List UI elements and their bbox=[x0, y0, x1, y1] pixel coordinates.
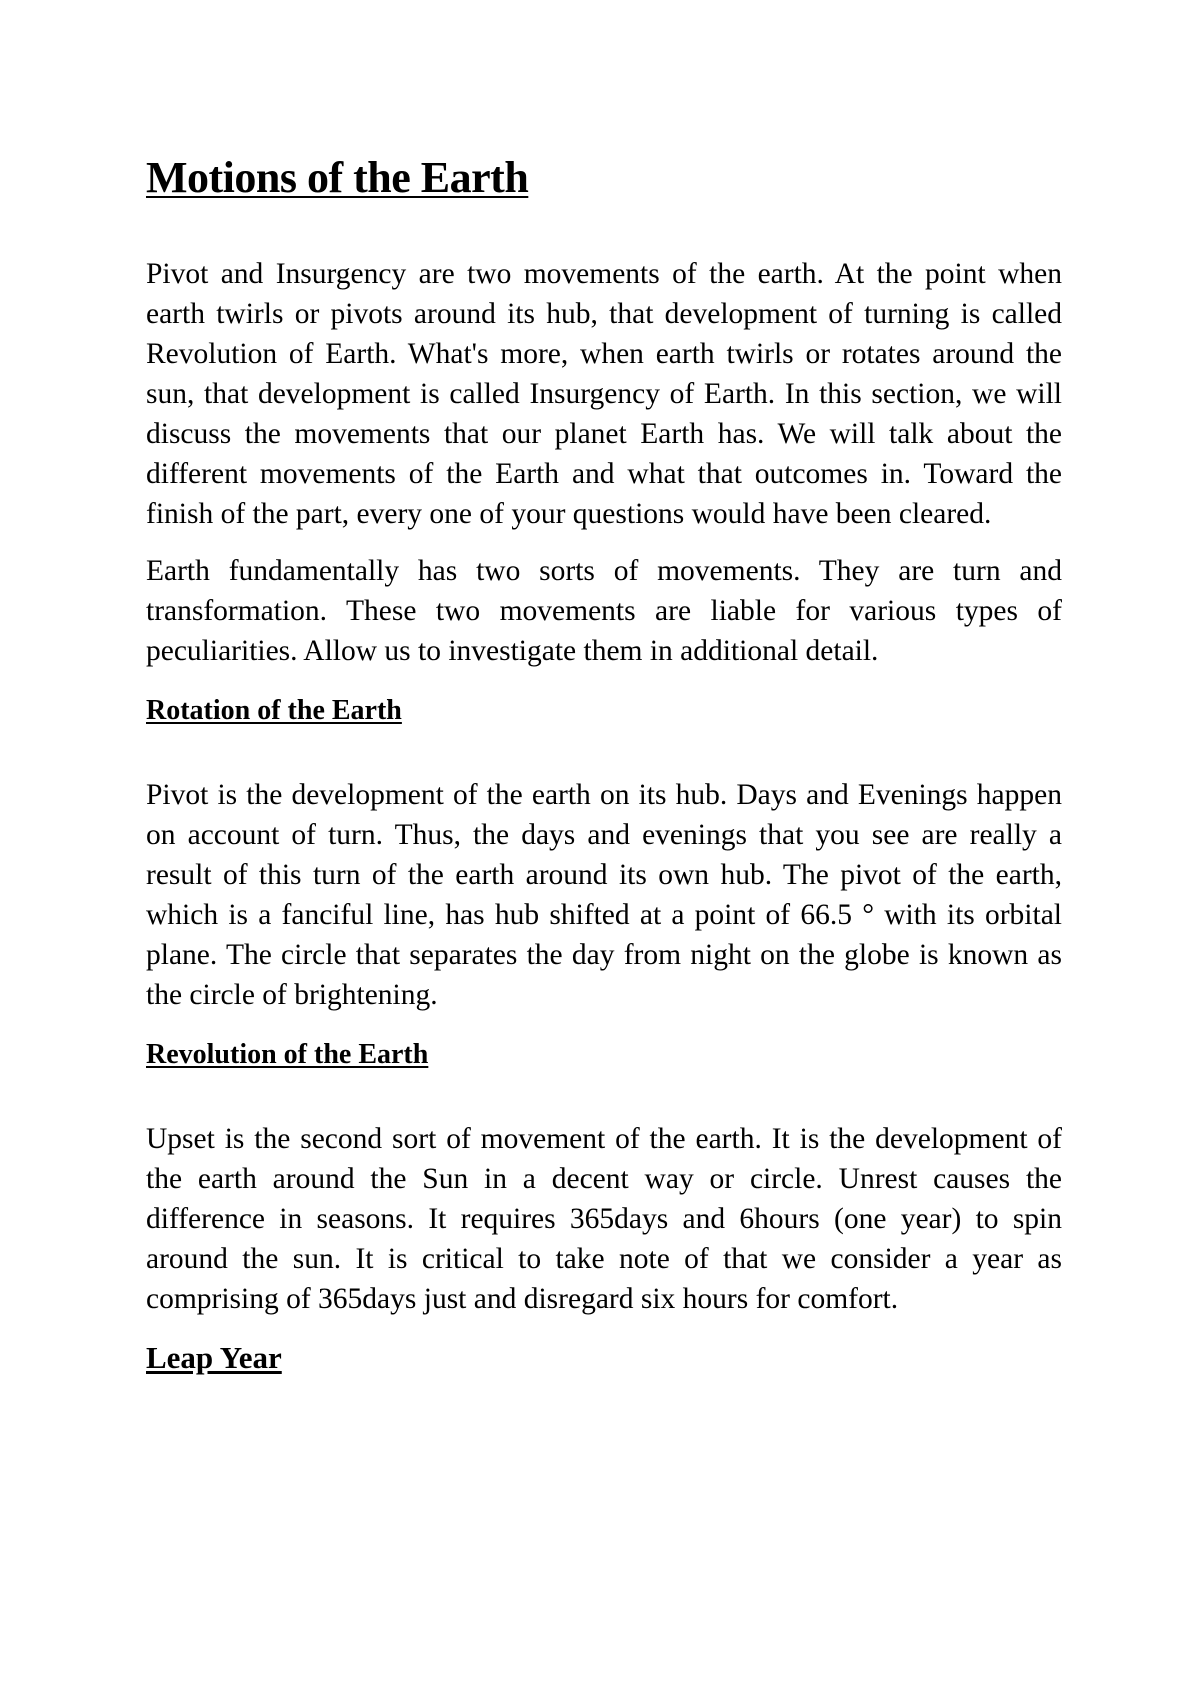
document-title: Motions of the Earth bbox=[146, 153, 529, 202]
section-body-rotation: Pivot is the development of the earth on its hub. Days and Evenings happen on account of turn. Thus, the days and evenings that you see are really a result of this turn of the earth around its own hub. The pivot of the earth, which is a fanciful line, has hub shifted at a point of 66.5 ° with its orbital plane. The circle that separates the day from night on the globe is known as the circle of brightening. bbox=[146, 779, 1062, 1011]
document-content bbox=[146, 150, 1062, 1379]
intro-paragraph-1: Pivot and Insurgency are two movements of the earth. At the point when earth twirls or pivots around its hub, that development of turning is called Revolution of Earth. What's more, when earth twirls or rotates around the sun, that development is called Insurgency of Earth. In this section, we will discuss the movements that our planet Earth has. We will talk about the different movements of the Earth and what that outcomes in. Toward the finish of the part, every one of your questions would have been cleared. bbox=[146, 258, 1062, 530]
section-heading-leap-year: Leap Year bbox=[146, 1340, 282, 1375]
section-heading-revolution: Revolution of the Earth bbox=[146, 1039, 429, 1070]
section-body-revolution: Upset is the second sort of movement of the earth. It is the development of the earth around the Sun in a decent way or circle. Unrest causes the difference in seasons. It requires 365days and 6hours (one year) to spin around the sun. It is critical to take note of that we consider a year as comprising of 365days just and disregard six hours for comfort. bbox=[146, 1123, 1062, 1315]
intro-paragraph-2: Earth fundamentally has two sorts of movements. They are turn and transformation. These two movements are liable for various types of peculiarities. Allow us to investigate them in additional detail. bbox=[146, 555, 1062, 667]
section-heading-rotation: Rotation of the Earth bbox=[146, 695, 402, 726]
